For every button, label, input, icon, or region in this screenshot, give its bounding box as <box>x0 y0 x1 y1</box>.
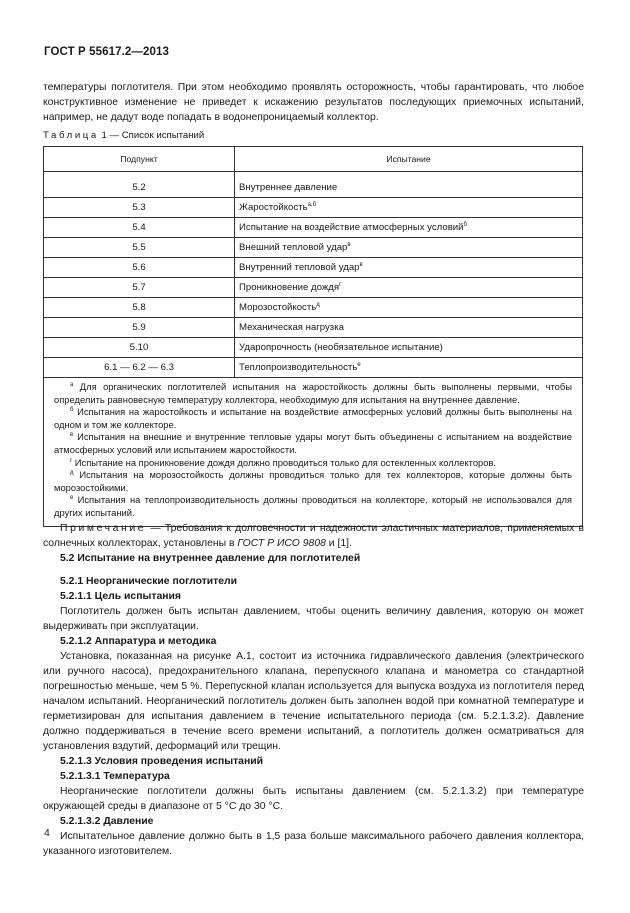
table-row <box>44 218 583 238</box>
footnote-ref: в <box>359 262 363 268</box>
test-cell <box>235 278 583 298</box>
footnote-ref: е <box>357 362 361 368</box>
footnote-ref: б <box>463 222 467 228</box>
test-cell <box>235 172 583 198</box>
table-row <box>44 358 583 378</box>
footnote-text: Испытания на морозостойкость должны проводиться только для тех коллекторов, которые должны быть морозостойкими. <box>54 469 572 493</box>
test-cell <box>235 198 583 218</box>
test-name: Теплопроизводительность <box>239 362 358 373</box>
table-footnote <box>54 381 572 406</box>
table-footnote <box>54 469 572 494</box>
note-body: — Требования к долговечности и надежности эластичных материалов, применяемых в солнечных коллекторах, установлены в <box>43 523 584 549</box>
note-text <box>43 521 584 551</box>
page-number: 4 <box>44 828 50 839</box>
section-5-2-1-3-1-title: 5.2.1.3.1 Температура <box>60 771 170 782</box>
test-name: Внутреннее давление <box>239 182 338 193</box>
section-5-2-1-2-title: 5.2.1.2 Аппаратура и методика <box>60 636 217 647</box>
table-caption <box>43 130 204 141</box>
test-cell <box>235 338 583 358</box>
footnotes-row <box>44 378 583 527</box>
test-cell <box>235 358 583 378</box>
table-row <box>44 318 583 338</box>
header-subitem: Подпункт <box>44 147 235 172</box>
footnote-ref: д <box>316 302 320 308</box>
test-name: Испытание на воздействие атмосферных условий <box>239 222 464 233</box>
subitem-cell: 5.6 <box>44 258 235 278</box>
table-header-row <box>44 147 583 172</box>
test-cell <box>235 318 583 338</box>
test-name: Механическая нагрузка <box>239 322 344 333</box>
test-name: Жаростойкость <box>239 202 308 213</box>
section-5-2-title: 5.2 Испытание на внутреннее давление для поглотителей <box>60 553 361 564</box>
footnote-ref: г <box>339 282 342 288</box>
footnote-mark: д <box>70 470 74 477</box>
footnote-ref: а,б <box>307 202 317 208</box>
test-cell <box>235 238 583 258</box>
footnote-text: Для органических поглотителей испытания на жаростойкость должны быть выполнены первыми, чтобы определить равновесную температуру коллектора, необходимую для испытания на внутреннее давление. <box>54 381 572 405</box>
footnote-mark: в <box>70 432 74 439</box>
table-row <box>44 298 583 318</box>
section-5-2 <box>43 551 584 859</box>
note-paragraph <box>43 521 584 551</box>
test-name: Морозостойкость <box>239 302 317 313</box>
test-name: Проникновение дождя <box>239 282 340 293</box>
footnote-text: Испытание на проникновение дождя должно проводиться только для остекленных коллекторов. <box>72 456 497 468</box>
subitem-cell: 5.7 <box>44 278 235 298</box>
footnote-mark: б <box>70 407 74 414</box>
section-5-2-1-3-2-text: Испытательное давление должно быть в 1,5 раза больше максимального рабочего давления коллектора, указанного изготовителем. <box>43 831 584 857</box>
table-footnote <box>54 406 572 431</box>
subitem-cell: 5.2 <box>44 172 235 198</box>
table-footnote <box>54 494 572 519</box>
intro-paragraph <box>43 80 584 125</box>
subitem-cell: 5.4 <box>44 218 235 238</box>
table-row <box>44 338 583 358</box>
footnote-text: Испытания на внешние и внутренние тепловые удары могут быть объединены с испытанием на воздействие атмосферных условий или испытанием жаростойкости. <box>54 431 572 455</box>
test-cell <box>235 298 583 318</box>
note-tail: и [1]. <box>325 538 352 549</box>
test-cell <box>235 258 583 278</box>
note-label: Примечание <box>60 523 147 534</box>
subitem-cell: 5.9 <box>44 318 235 338</box>
footnotes-cell <box>44 378 583 527</box>
test-cell <box>235 218 583 238</box>
section-5-2-1-2-text: Установка, показанная на рисунке А.1, состоит из источника гидравлического давления (электрического или ручного насоса), предохранительного клапана, перепускного клапана и манометра со стандартной погрешностью меньше, чем 5 %. Перепускной клапан используется для выпуска воздуха из поглотителя перед началом испытаний. Неорганический поглотитель должен быть заполнен водой при комнатной температуре и герметизирован для испытания давлением в течение испытательного периода (см. 5.2.1.3.2). Давление должно поддерживаться в течение всего времени испытаний, а поглотитель должен осматриваться для установления вздутий, деформаций или трещин. <box>43 651 584 752</box>
table-row <box>44 198 583 218</box>
footnote-text: Испытания на жаростойкость и испытание на воздействие атмосферных условий должны быть выполнены на одном и том же коллекторе. <box>54 406 572 430</box>
header-test: Испытание <box>235 147 583 172</box>
subitem-cell: 5.10 <box>44 338 235 358</box>
test-name: Внутренний тепловой удар <box>239 262 360 273</box>
table-row <box>44 238 583 258</box>
test-name: Внешний тепловой удар <box>239 242 348 253</box>
table-row <box>44 278 583 298</box>
table-row <box>44 172 583 198</box>
footnote-mark: е <box>70 495 74 502</box>
section-5-2-1-3-1-text: Неорганические поглотители должны быть испытаны давлением (см. 5.2.1.3.2) при температуре окружающей среды в диапазоне от 5 °С до 30 °С. <box>43 786 584 812</box>
intro-text: температуры поглотителя. При этом необходимо проявлять осторожность, чтобы гарантировать, что любое конструктивное изменение не приведет к искажению результатов последующих приемочных испытаний, например, не дадут воде попадать в водонепроницаемый коллектор. <box>43 82 584 123</box>
footnote-mark: а <box>70 382 74 388</box>
footnote-text: Испытания на теплопроизводительность должны проводиться на коллекторе, который не использовался для других испытаний. <box>54 494 572 518</box>
table-caption-prefix: Таблица <box>43 130 99 141</box>
table-footnote <box>54 457 572 470</box>
subitem-cell: 5.5 <box>44 238 235 258</box>
section-5-2-1-3-title: 5.2.1.3 Условия проведения испытаний <box>60 756 264 767</box>
subitem-cell: 6.1 — 6.2 — 6.3 <box>44 358 235 378</box>
table-footnote <box>54 431 572 456</box>
section-5-2-1-1-title: 5.2.1.1 Цель испытания <box>60 591 181 602</box>
footnote-mark: г <box>70 457 73 464</box>
tests-table <box>43 146 583 527</box>
table-caption-text: 1 — Список испытаний <box>98 130 205 141</box>
section-5-2-1-title: 5.2.1 Неорганические поглотители <box>60 576 238 587</box>
section-5-2-1-3-2-title: 5.2.1.3.2 Давление <box>60 816 154 827</box>
footnote-ref: в <box>347 242 351 248</box>
document-header: ГОСТ Р 55617.2—2013 <box>44 46 169 58</box>
note-reference: ГОСТ Р ИСО 9808 <box>237 538 326 549</box>
test-name: Ударопрочность (необязательное испытание) <box>239 342 443 353</box>
table-row <box>44 258 583 278</box>
subitem-cell: 5.8 <box>44 298 235 318</box>
subitem-cell: 5.3 <box>44 198 235 218</box>
section-5-2-1-1-text: Поглотитель должен быть испытан давлением, чтобы оценить величину давления, которую он может выдерживать при эксплуатации. <box>43 606 584 632</box>
